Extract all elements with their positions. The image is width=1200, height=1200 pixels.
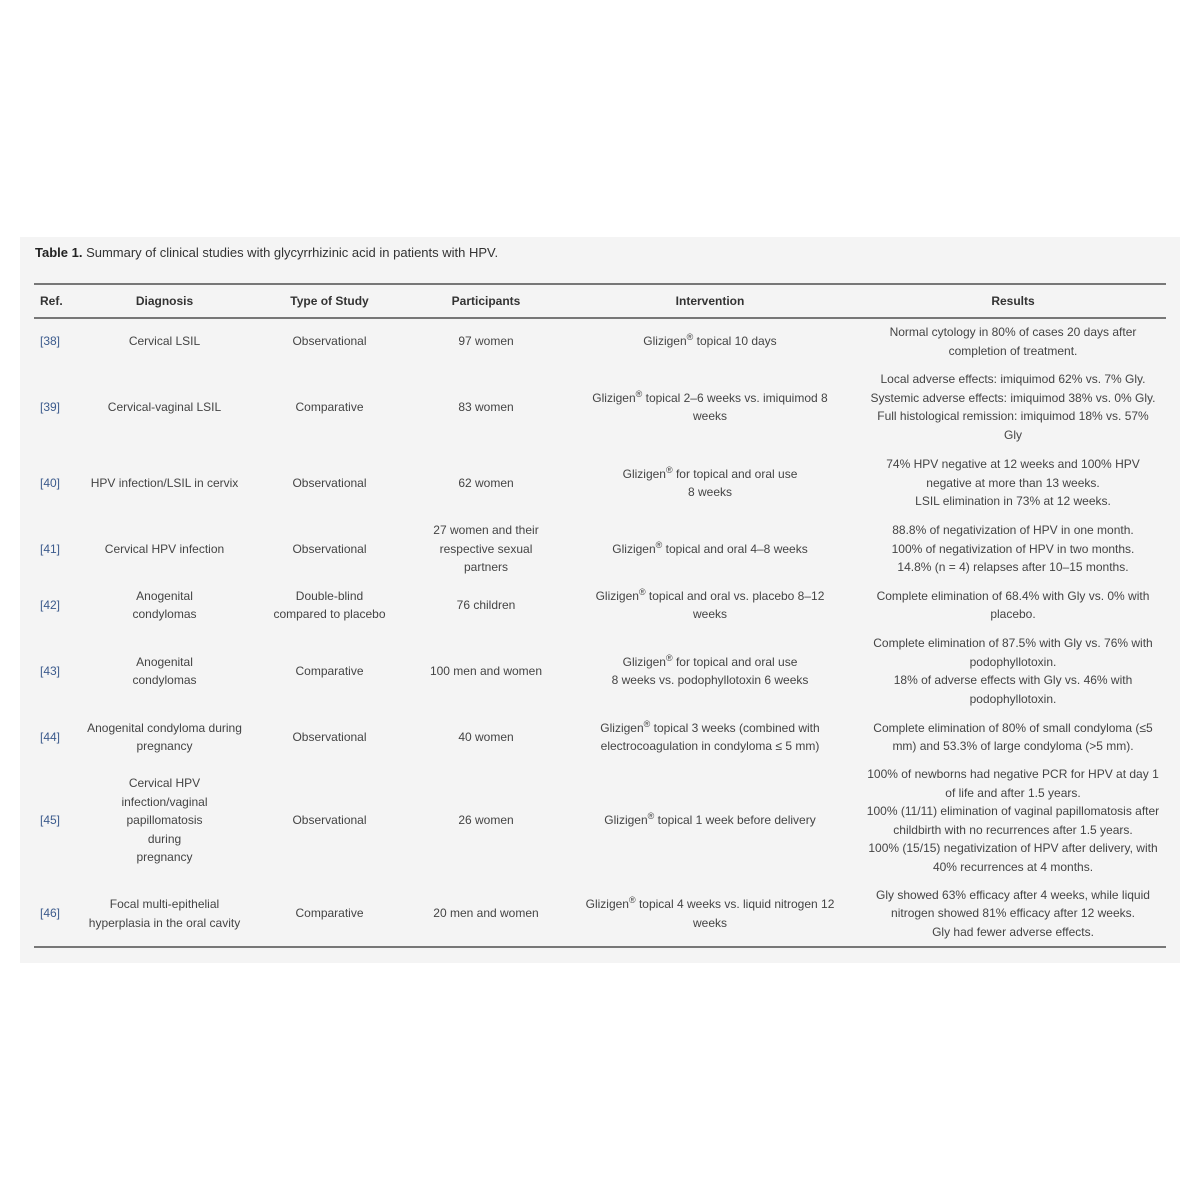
studies-table [34, 283, 1166, 948]
cell-participants: 40 women [458, 729, 514, 744]
table-body [34, 318, 1166, 947]
cell-ref[interactable]: [38] [40, 334, 61, 349]
cell-results: 100% of newborns had negative PCR for HPV at day 1 of life and after 1.5 years. 100% (11/11) elimination of vaginal papillomatosis after childbirth with no recurrences after 1.5 years. 100% (15/15) negativization of HPV after delivery, with 40% recurrences at 4 months. [866, 767, 1160, 874]
cell-results: 88.8% of negativization of HPV in one month. 100% of negativization of HPV in two months. 14.8% (n = 4) relapses after 10–15 months. [891, 523, 1135, 575]
cell-participants: 20 men and women [433, 906, 539, 921]
table-row [34, 516, 1166, 582]
table-caption [35, 245, 498, 260]
table-caption-label: Table 1. [35, 245, 83, 260]
cell-participants: 27 women and their respective sexual partners [433, 523, 539, 575]
cell-diagnosis: Cervical HPV infection/vaginal papillomatosis during pregnancy [121, 776, 208, 865]
cell-intervention: Glizigen® topical 10 days [643, 332, 777, 349]
column-header-participants: Participants [451, 294, 521, 308]
cell-diagnosis: Cervical HPV infection [104, 541, 225, 556]
cell-participants: 100 men and women [429, 663, 543, 678]
cell-intervention: Glizigen® for topical and oral use 8 weeks vs. podophyllotoxin 6 weeks [611, 652, 809, 687]
cell-diagnosis: Anogenital condylomas [132, 588, 197, 621]
cell-results: Local adverse effects: imiquimod 62% vs. 7% Gly. Systemic adverse effects: imiquimod 38% vs. 0% Gly. Full histological remission: imiquimod 18% vs. 57% Gly [870, 372, 1156, 442]
cell-ref[interactable]: [39] [40, 399, 61, 414]
cell-ref[interactable]: [45] [40, 813, 61, 828]
cell-type: Comparative [295, 399, 364, 414]
cell-diagnosis: HPV infection/LSIL in cervix [90, 475, 239, 490]
table-row [34, 760, 1166, 881]
cell-results: Normal cytology in 80% of cases 20 days after completion of treatment. [889, 325, 1137, 358]
cell-results: 74% HPV negative at 12 weeks and 100% HPV negative at more than 13 weeks. LSIL elimination in 73% at 12 weeks. [886, 457, 1140, 509]
cell-participants: 26 women [458, 813, 514, 828]
cell-type: Observational [292, 729, 367, 744]
column-header-results: Results [991, 294, 1035, 308]
cell-participants: 97 women [458, 334, 514, 349]
cell-results: Complete elimination of 87.5% with Gly vs. 76% with podophyllotoxin. 18% of adverse effects with Gly vs. 46% with podophyllotoxin. [873, 636, 1153, 706]
column-header-type: Type of Study [290, 294, 369, 308]
cell-intervention: Glizigen® for topical and oral use 8 weeks [622, 464, 798, 499]
cell-results: Gly showed 63% efficacy after 4 weeks, while liquid nitrogen showed 81% efficacy after 12 weeks. Gly had fewer adverse effects. [876, 887, 1150, 939]
table-panel [20, 237, 1180, 963]
cell-participants: 76 children [456, 597, 516, 612]
cell-ref[interactable]: [41] [40, 541, 61, 556]
cell-participants: 83 women [458, 399, 514, 414]
column-header-diagnosis: Diagnosis [135, 294, 194, 308]
cell-ref[interactable]: [44] [40, 729, 61, 744]
cell-intervention: Glizigen® topical 1 week before delivery [604, 811, 816, 828]
table-row [34, 628, 1166, 714]
cell-type: Observational [292, 813, 367, 828]
column-header-ref: Ref. [40, 294, 63, 308]
cell-intervention: Glizigen® topical 2–6 weeks vs. imiquimod 8 weeks [592, 388, 828, 423]
cell-intervention: Glizigen® topical 4 weeks vs. liquid nitrogen 12 weeks [585, 895, 835, 930]
cell-diagnosis: Anogenital condylomas [132, 654, 197, 687]
table-caption-text: Summary of clinical studies with glycyrrhizinic acid in patients with HPV. [82, 245, 499, 260]
cell-type: Comparative [295, 663, 364, 678]
table-row [34, 450, 1166, 516]
cell-diagnosis: Cervical LSIL [128, 334, 201, 349]
cell-type: Observational [292, 334, 367, 349]
cell-diagnosis: Focal multi-epithelial hyperplasia in the oral cavity [88, 897, 241, 930]
table-row [34, 582, 1166, 628]
cell-intervention: Glizigen® topical 3 weeks (combined with electrocoagulation in condyloma ≤ 5 mm) [600, 718, 820, 753]
cell-diagnosis: Cervical-vaginal LSIL [107, 399, 222, 414]
cell-ref[interactable]: [42] [40, 597, 61, 612]
column-header-intervention: Intervention [675, 294, 745, 308]
table-row [34, 881, 1166, 947]
cell-intervention: Glizigen® topical and oral 4–8 weeks [612, 539, 808, 556]
table-row [34, 364, 1166, 450]
cell-ref[interactable]: [46] [40, 906, 61, 921]
cell-intervention: Glizigen® topical and oral vs. placebo 8–12 weeks [595, 586, 825, 621]
cell-type: Comparative [295, 906, 364, 921]
table-row [34, 714, 1166, 760]
cell-ref[interactable]: [40] [40, 475, 61, 490]
cell-participants: 62 women [458, 475, 514, 490]
cell-results: Complete elimination of 80% of small condyloma (≤5 mm) and 53.3% of large condyloma (>5 mm). [873, 720, 1153, 753]
table-header-row [34, 284, 1166, 318]
table-row [34, 318, 1166, 364]
cell-diagnosis: Anogenital condyloma during pregnancy [87, 720, 242, 753]
cell-type: Observational [292, 475, 367, 490]
cell-type: Observational [292, 541, 367, 556]
cell-ref[interactable]: [43] [40, 663, 61, 678]
cell-type: Double-blind compared to placebo [273, 588, 386, 621]
cell-results: Complete elimination of 68.4% with Gly vs. 0% with placebo. [876, 588, 1150, 621]
